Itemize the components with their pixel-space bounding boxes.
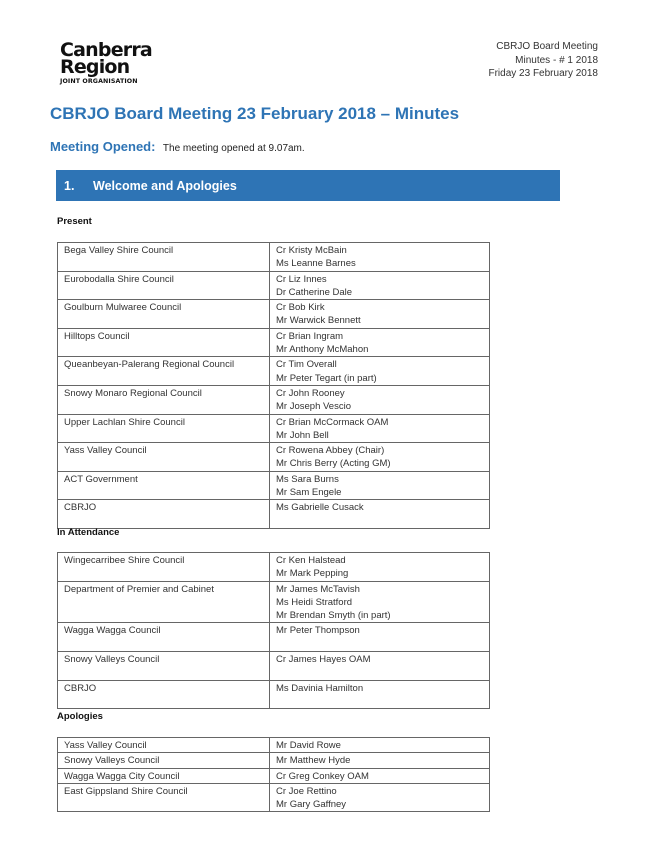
- logo: [60, 39, 152, 85]
- logo-line-joint-organisation: JOINT ORGANISATION: [60, 78, 138, 85]
- attendee-cell: [270, 680, 490, 709]
- attendee-cell: [270, 500, 490, 529]
- table-row: [58, 581, 490, 623]
- attendee-cell: [270, 768, 490, 783]
- attendee-name: Mr Gary Gaffney: [276, 799, 347, 811]
- table-row: [58, 553, 490, 582]
- table-row: [58, 385, 490, 414]
- present-table: [57, 242, 490, 529]
- organisation-cell: Department of Premier and Cabinet: [58, 581, 270, 623]
- attendee-cell: [270, 738, 490, 753]
- attendee-cell: [270, 783, 490, 812]
- table-row: [58, 271, 490, 300]
- table-row: [58, 768, 490, 783]
- organisation-cell: Wingecarribee Shire Council: [58, 553, 270, 582]
- attendee-cell: [270, 414, 490, 443]
- organisation-cell: ACT Government: [58, 471, 270, 500]
- attendee-name: Mr Mark Pepping: [276, 568, 349, 580]
- attendee-cell: [270, 443, 490, 472]
- organisation-cell: Snowy Monaro Regional Council: [58, 385, 270, 414]
- attendee-name: Ms Davinia Hamilton: [276, 682, 364, 694]
- attendee-name: [276, 666, 483, 679]
- header-minutes-number: Minutes - # 1 2018: [515, 54, 598, 66]
- header-meeting-name: CBRJO Board Meeting: [496, 41, 598, 52]
- organisation-cell: Snowy Valleys Council: [58, 652, 270, 681]
- meeting-opened: [50, 138, 305, 156]
- meeting-opened-text: The meeting opened at 9.07am.: [162, 143, 305, 154]
- table-row: [58, 738, 490, 753]
- table-row: [58, 357, 490, 386]
- organisation-cell: Bega Valley Shire Council: [58, 243, 270, 272]
- attendee-name: Cr Kristy McBain: [276, 245, 347, 256]
- table-row: [58, 623, 490, 652]
- attendee-name: Mr Matthew Hyde: [276, 755, 351, 767]
- organisation-cell: Upper Lachlan Shire Council: [58, 414, 270, 443]
- meeting-opened-label: Meeting Opened:: [50, 139, 156, 154]
- attendee-name: Cr Rowena Abbey (Chair): [276, 445, 385, 457]
- section-title: Welcome and Apologies: [93, 178, 237, 193]
- organisation-cell: Eurobodalla Shire Council: [58, 271, 270, 300]
- attendee-cell: [270, 553, 490, 582]
- attendee-name: Dr Catherine Dale: [276, 286, 353, 298]
- organisation-cell: Snowy Valleys Council: [58, 753, 270, 768]
- document-header: [488, 40, 598, 81]
- attendee-name: Mr Brendan Smyth (in part): [276, 610, 391, 622]
- organisation-cell: CBRJO: [58, 500, 270, 529]
- attendee-cell: [270, 753, 490, 768]
- attendee-name: Mr Peter Thompson: [276, 625, 360, 637]
- attendee-name: Mr Sam Engele: [276, 487, 342, 499]
- attendee-name: Cr Joe Rettino: [276, 785, 337, 797]
- attendee-name: Cr Ken Halstead: [276, 555, 346, 566]
- page-title: CBRJO Board Meeting 23 February 2018 – Minutes: [50, 104, 460, 123]
- attendee-name: [276, 638, 483, 651]
- organisation-cell: Wagga Wagga City Council: [58, 768, 270, 783]
- organisation-cell: Yass Valley Council: [58, 738, 270, 753]
- attendee-name: Cr Brian Ingram: [276, 330, 344, 342]
- attendee-name: Cr Tim Overall: [276, 359, 337, 371]
- attendee-cell: [270, 385, 490, 414]
- table-row: [58, 414, 490, 443]
- attendee-cell: [270, 623, 490, 652]
- section-number: 1.: [64, 178, 75, 193]
- attendee-name: Ms Sara Burns: [276, 473, 339, 485]
- organisation-cell: Goulburn Mulwaree Council: [58, 300, 270, 329]
- attendee-name: Ms Gabrielle Cusack: [276, 502, 364, 514]
- attendee-cell: [270, 357, 490, 386]
- attendee-name: Mr Anthony McMahon: [276, 344, 369, 356]
- table-row: [58, 243, 490, 272]
- attendee-name: Mr Warwick Bennett: [276, 315, 361, 327]
- attendee-cell: [270, 328, 490, 357]
- attendee-name: [276, 515, 483, 528]
- attendee-name: Mr James McTavish: [276, 583, 360, 595]
- attendee-name: Mr John Bell: [276, 429, 329, 441]
- attendee-cell: [270, 652, 490, 681]
- attendee-name: Cr Bob Kirk: [276, 302, 325, 314]
- table-row: [58, 753, 490, 768]
- table-row: [58, 652, 490, 681]
- organisation-cell: Queanbeyan-Palerang Regional Council: [58, 357, 270, 386]
- apologies-heading: Apologies: [57, 711, 103, 722]
- attendee-name: Ms Heidi Stratford: [276, 596, 353, 608]
- section-heading-welcome: [56, 170, 560, 201]
- attendee-name: [276, 695, 483, 708]
- attendee-name: Cr James Hayes OAM: [276, 654, 371, 666]
- organisation-cell: Hilltops Council: [58, 328, 270, 357]
- attendee-name: Cr John Rooney: [276, 387, 345, 399]
- attendee-name: Cr Brian McCormack OAM: [276, 416, 389, 428]
- attendance-heading: In Attendance: [57, 527, 120, 538]
- attendee-name: Ms Leanne Barnes: [276, 258, 356, 270]
- organisation-cell: Yass Valley Council: [58, 443, 270, 472]
- attendee-name: Mr Peter Tegart (in part): [276, 372, 377, 384]
- table-row: [58, 500, 490, 529]
- attendee-name: Cr Greg Conkey OAM: [276, 770, 369, 782]
- attendee-cell: [270, 581, 490, 623]
- attendee-cell: [270, 300, 490, 329]
- logo-line-region: Region: [60, 56, 130, 78]
- attendee-name: Mr Chris Berry (Acting GM): [276, 458, 391, 470]
- organisation-cell: East Gippsland Shire Council: [58, 783, 270, 812]
- present-heading: Present: [57, 216, 92, 227]
- organisation-cell: Wagga Wagga Council: [58, 623, 270, 652]
- logo-line-canberra: Canberra: [60, 39, 152, 61]
- table-row: [58, 471, 490, 500]
- table-row: [58, 783, 490, 812]
- organisation-cell: CBRJO: [58, 680, 270, 709]
- attendee-cell: [270, 471, 490, 500]
- header-date: Friday 23 February 2018: [488, 68, 598, 79]
- table-row: [58, 300, 490, 329]
- table-row: [58, 680, 490, 709]
- table-row: [58, 328, 490, 357]
- attendee-name: Mr Joseph Vescio: [276, 401, 351, 413]
- attendance-table: [57, 552, 490, 709]
- attendee-name: Mr David Rowe: [276, 740, 341, 751]
- apologies-table: [57, 737, 490, 812]
- attendee-cell: [270, 271, 490, 300]
- attendee-cell: [270, 243, 490, 272]
- attendee-name: Cr Liz Innes: [276, 273, 327, 285]
- table-row: [58, 443, 490, 472]
